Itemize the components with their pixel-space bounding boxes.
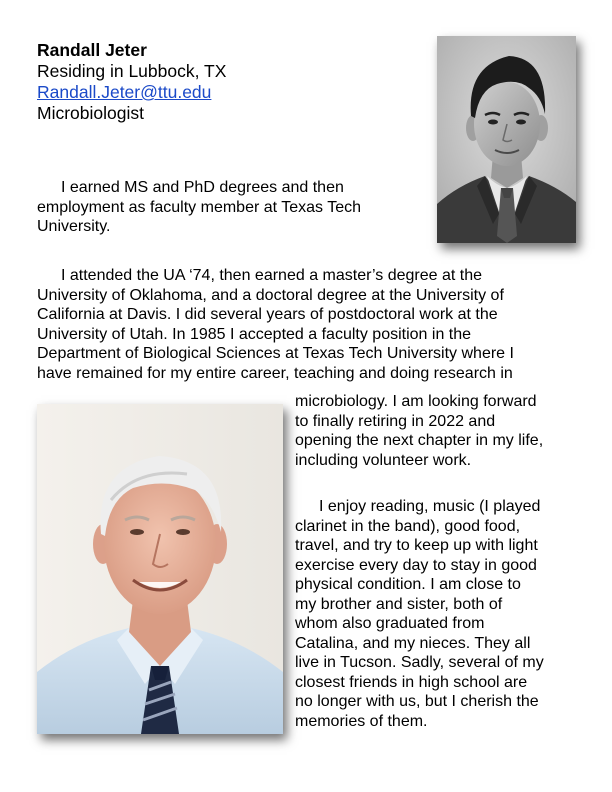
paragraph-career-continued: [295, 392, 595, 470]
text-line: clarinet in the band), good food,: [295, 517, 521, 535]
text-line: I enjoy reading, music (I played: [319, 498, 541, 515]
text-line: closest friends in high school are: [295, 673, 528, 691]
paragraph-career: [37, 266, 582, 383]
person-name: Randall Jeter: [37, 40, 147, 60]
text-line: I earned MS and PhD degrees and then: [61, 179, 344, 196]
text-line: Department of Biological Sciences at Texas Tech University where I: [37, 345, 514, 362]
current-photo: [37, 404, 283, 734]
current-portrait-image: [37, 404, 283, 734]
text-line: employment as faculty member at Texas Tech: [37, 198, 361, 216]
text-line: to finally retiring in 2022 and: [295, 412, 496, 430]
text-line: University of Oklahoma, and a doctoral degree at the University of: [37, 286, 504, 304]
text-line: including volunteer work.: [295, 451, 472, 469]
text-line: memories of them.: [295, 712, 428, 730]
email-link[interactable]: Randall.Jeter@ttu.edu: [37, 82, 212, 102]
text-line: my brother and sister, both of: [295, 595, 503, 613]
text-line: physical condition. I am close to: [295, 576, 521, 593]
paragraph-education: [37, 178, 417, 237]
text-line: have remained for my entire career, teaching and doing research in: [37, 364, 513, 382]
text-line: I attended the UA ‘74, then earned a master’s degree at the: [61, 267, 483, 284]
text-line: microbiology. I am looking forward: [295, 393, 537, 410]
text-line: live in Tucson. Sadly, several of my: [295, 654, 544, 671]
text-line: University of Utah. In 1985 I accepted a faculty position in the: [37, 325, 472, 343]
profile-header: [37, 40, 226, 124]
paragraph-interests: [295, 497, 595, 731]
yearbook-portrait-image: [437, 36, 576, 243]
text-line: travel, and try to keep up with light: [295, 537, 538, 554]
text-line: California at Davis. I did several years of postdoctoral work at the: [37, 306, 498, 323]
text-line: exercise every day to stay in good: [295, 556, 537, 574]
text-line: opening the next chapter in my life,: [295, 432, 544, 449]
residence: Residing in Lubbock, TX: [37, 61, 227, 81]
text-line: Catalina, and my nieces. They all: [295, 634, 531, 652]
text-line: University.: [37, 218, 111, 235]
text-line: no longer with us, but I cherish the: [295, 693, 539, 710]
text-line: whom also graduated from: [295, 615, 485, 632]
occupation: Microbiologist: [37, 103, 144, 123]
yearbook-photo: [437, 36, 576, 243]
